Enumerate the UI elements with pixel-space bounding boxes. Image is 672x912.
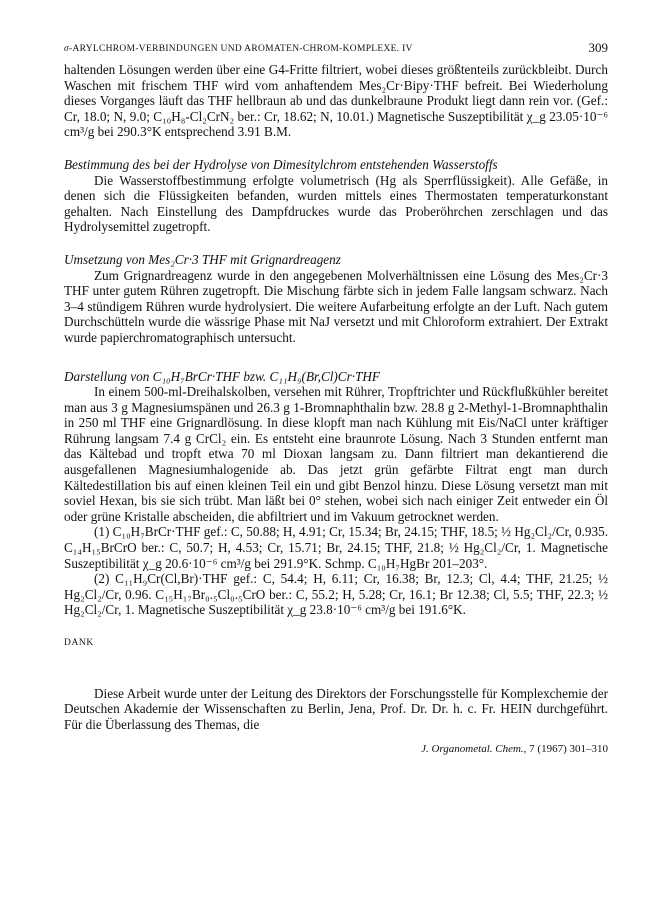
section-heading-grignard: Umsetzung von Mes₂Cr·3 THF mit Grignardreagenz xyxy=(64,251,341,267)
section-body-hydrogen: Die Wasserstoffbestimmung erfolgte volumetrisch (Hg als Sperrflüssigkeit). Alle Gefäße, in denen sich die Flüssigkeiten befanden, wurden mittels eines Thermostaten temperaturkonstant gehalten. Nach Einstellung des Dampfdruckes wurde das Proberöhrchen zerschlagen und das Hydrolysemittel zugetropft. xyxy=(64,172,608,235)
dank-heading: DANK xyxy=(64,638,94,648)
section-heading-darstellung: Darstellung von C₁₀H₇BrCr·THF bzw. C₁₁H₉(Br,Cl)Cr·THF xyxy=(64,368,380,384)
sigma-symbol: σ xyxy=(64,44,69,54)
running-head-title xyxy=(64,42,413,58)
dank-body: Diese Arbeit wurde unter der Leitung des Direktors der Forschungsstelle für Komplexchemie der Deutschen Akademie der Wissenschaften zu Berlin, Jena, Prof. Dr. Dr. h. c. Fr. HEIN durchgeführt. Für die Überlassung des Themas, die xyxy=(64,685,608,732)
journal-citation xyxy=(64,742,608,758)
section-heading-hydrogen: Bestimmung des bei der Hydrolyse von Dimesitylchrom entstehenden Wasserstoffs xyxy=(64,156,498,172)
analysis-item-2: (2) C₁₁H₉Cr(Cl,Br)·THF gef.: C, 54.4; H, 6.11; Cr, 16.38; Br, 12.3; Cl, 4.4; THF, 21.25; ½ Hg₂Cl₂/Cr, 0.96. C₁₅H₁₇Br₀.₅Cl₀.₅CrO ber.: C, 55.2; H, 5.28; Cr, 16.1; Br 12.38; Cl, 5.5; THF, 22.3; ½ Hg₂Cl₂/Cr, 1. Magnetische Suszeptibilität χ_g 23.8·10⁻⁶ cm³/g bei 191.6°K. xyxy=(64,571,608,618)
journal-name: J. Organometal. Chem., xyxy=(421,743,527,756)
paragraph-continuation: haltenden Lösungen werden über eine G4-Fritte filtriert, wobei dieses größtenteils zurückbleibt. Durch Waschen mit frischem THF wird vom anhaftendem Mes₂Cr·Bipy·THF befreit. Bei Wiederholung dieses Vorganges läuft das THF hellbraun ab und das dunkelbraune Produkt liegt dann rein vor. (Gef.: Cr, 18.0; N, 9.0; C₁₀H₈-Cl₂CrN₂ ber.: Cr, 18.62; N, 10.01.) Magnetische Suszeptibilität χ_g 23.05·10⁻⁶ cm³/g bei 290.3°K entsprechend 3.91 B.M. xyxy=(64,62,608,140)
analysis-item-1: (1) C₁₀H₇BrCr·THF gef.: C, 50.88; H, 4.91; Cr, 15.34; Br, 24.15; THF, 18.5; ½ Hg₂Cl₂/Cr, 0.935. C₁₄H₁₅BrCrO ber.: C, 50.7; H, 4.53; Cr, 15.71; Br, 24.15; THF, 21.8; ½ Hg₂Cl₂/Cr, 1. Magnetische Suszeptibilität χ_g 20.6·10⁻⁶ cm³/g bei 291.9°K. Schmp. C₁₀H₇HgBr 201–203°. xyxy=(64,524,608,571)
journal-volume-pages: 7 (1967) 301–310 xyxy=(526,743,608,756)
page-number: 309 xyxy=(588,40,608,55)
running-head-text: -ARYLCHROM-VERBINDUNGEN UND AROMATEN-CHROM-KOMPLEXE. IV xyxy=(69,44,413,54)
section-body-darstellung: In einem 500-ml-Dreihalskolben, versehen mit Rührer, Tropftrichter und Rückflußkühler bereitet man aus 3 g Magnesiumspänen und 26.3 g 1-Bromnaphthalin bzw. 28.8 g 2-Methyl-1-Bromnaphthalin in 250 ml THF eine Grignardlösung. In diese klopft man nach Kühlung mit Eis/NaCl unter kräftiger Rührung langsam 7.4 g CrCl₂ ein. Es entsteht eine braunrote Lösung. Nach 3 Stunden entfernt man das Kältebad und tropft etwa 70 ml Dioxan langsam zu. Dann filtriert man dekantierend die ausgefallenen Magnesiumhalogenide ab. Das jetzt grün gefärbte Filtrat engt man durch Kältedestillation bis auf einen kleinen Teil ein und gibt Benzol hinzu. Diese Lösung versetzt man mit soviel Hexan, bis sie sich trübt. Man läßt bei 0° stehen, wobei sich nach einiger Zeit entweder ein Öl oder grüne Kristalle abscheiden, die abfiltriert und im Vakuum getrocknet werden. xyxy=(64,384,608,524)
running-head xyxy=(64,40,608,62)
section-body-grignard: Zum Grignardreagenz wurde in den angegebenen Molverhältnissen eine Lösung des Mes₂Cr·3 THF unter gutem Rühren zugetropft. Die Mischung färbte sich in jedem Falle langsam schwarz. Nach 3–4 stündigem Rühren wurde hydrolysiert. Die weitere Aufarbeitung erfolgte an der Luft. Nach gutem Durchschütteln wurde die wässrige Phase mit NaJ versetzt und mit Chloroform extrahiert. Der Extrakt wurde papierchromatographisch untersucht. xyxy=(64,267,608,345)
